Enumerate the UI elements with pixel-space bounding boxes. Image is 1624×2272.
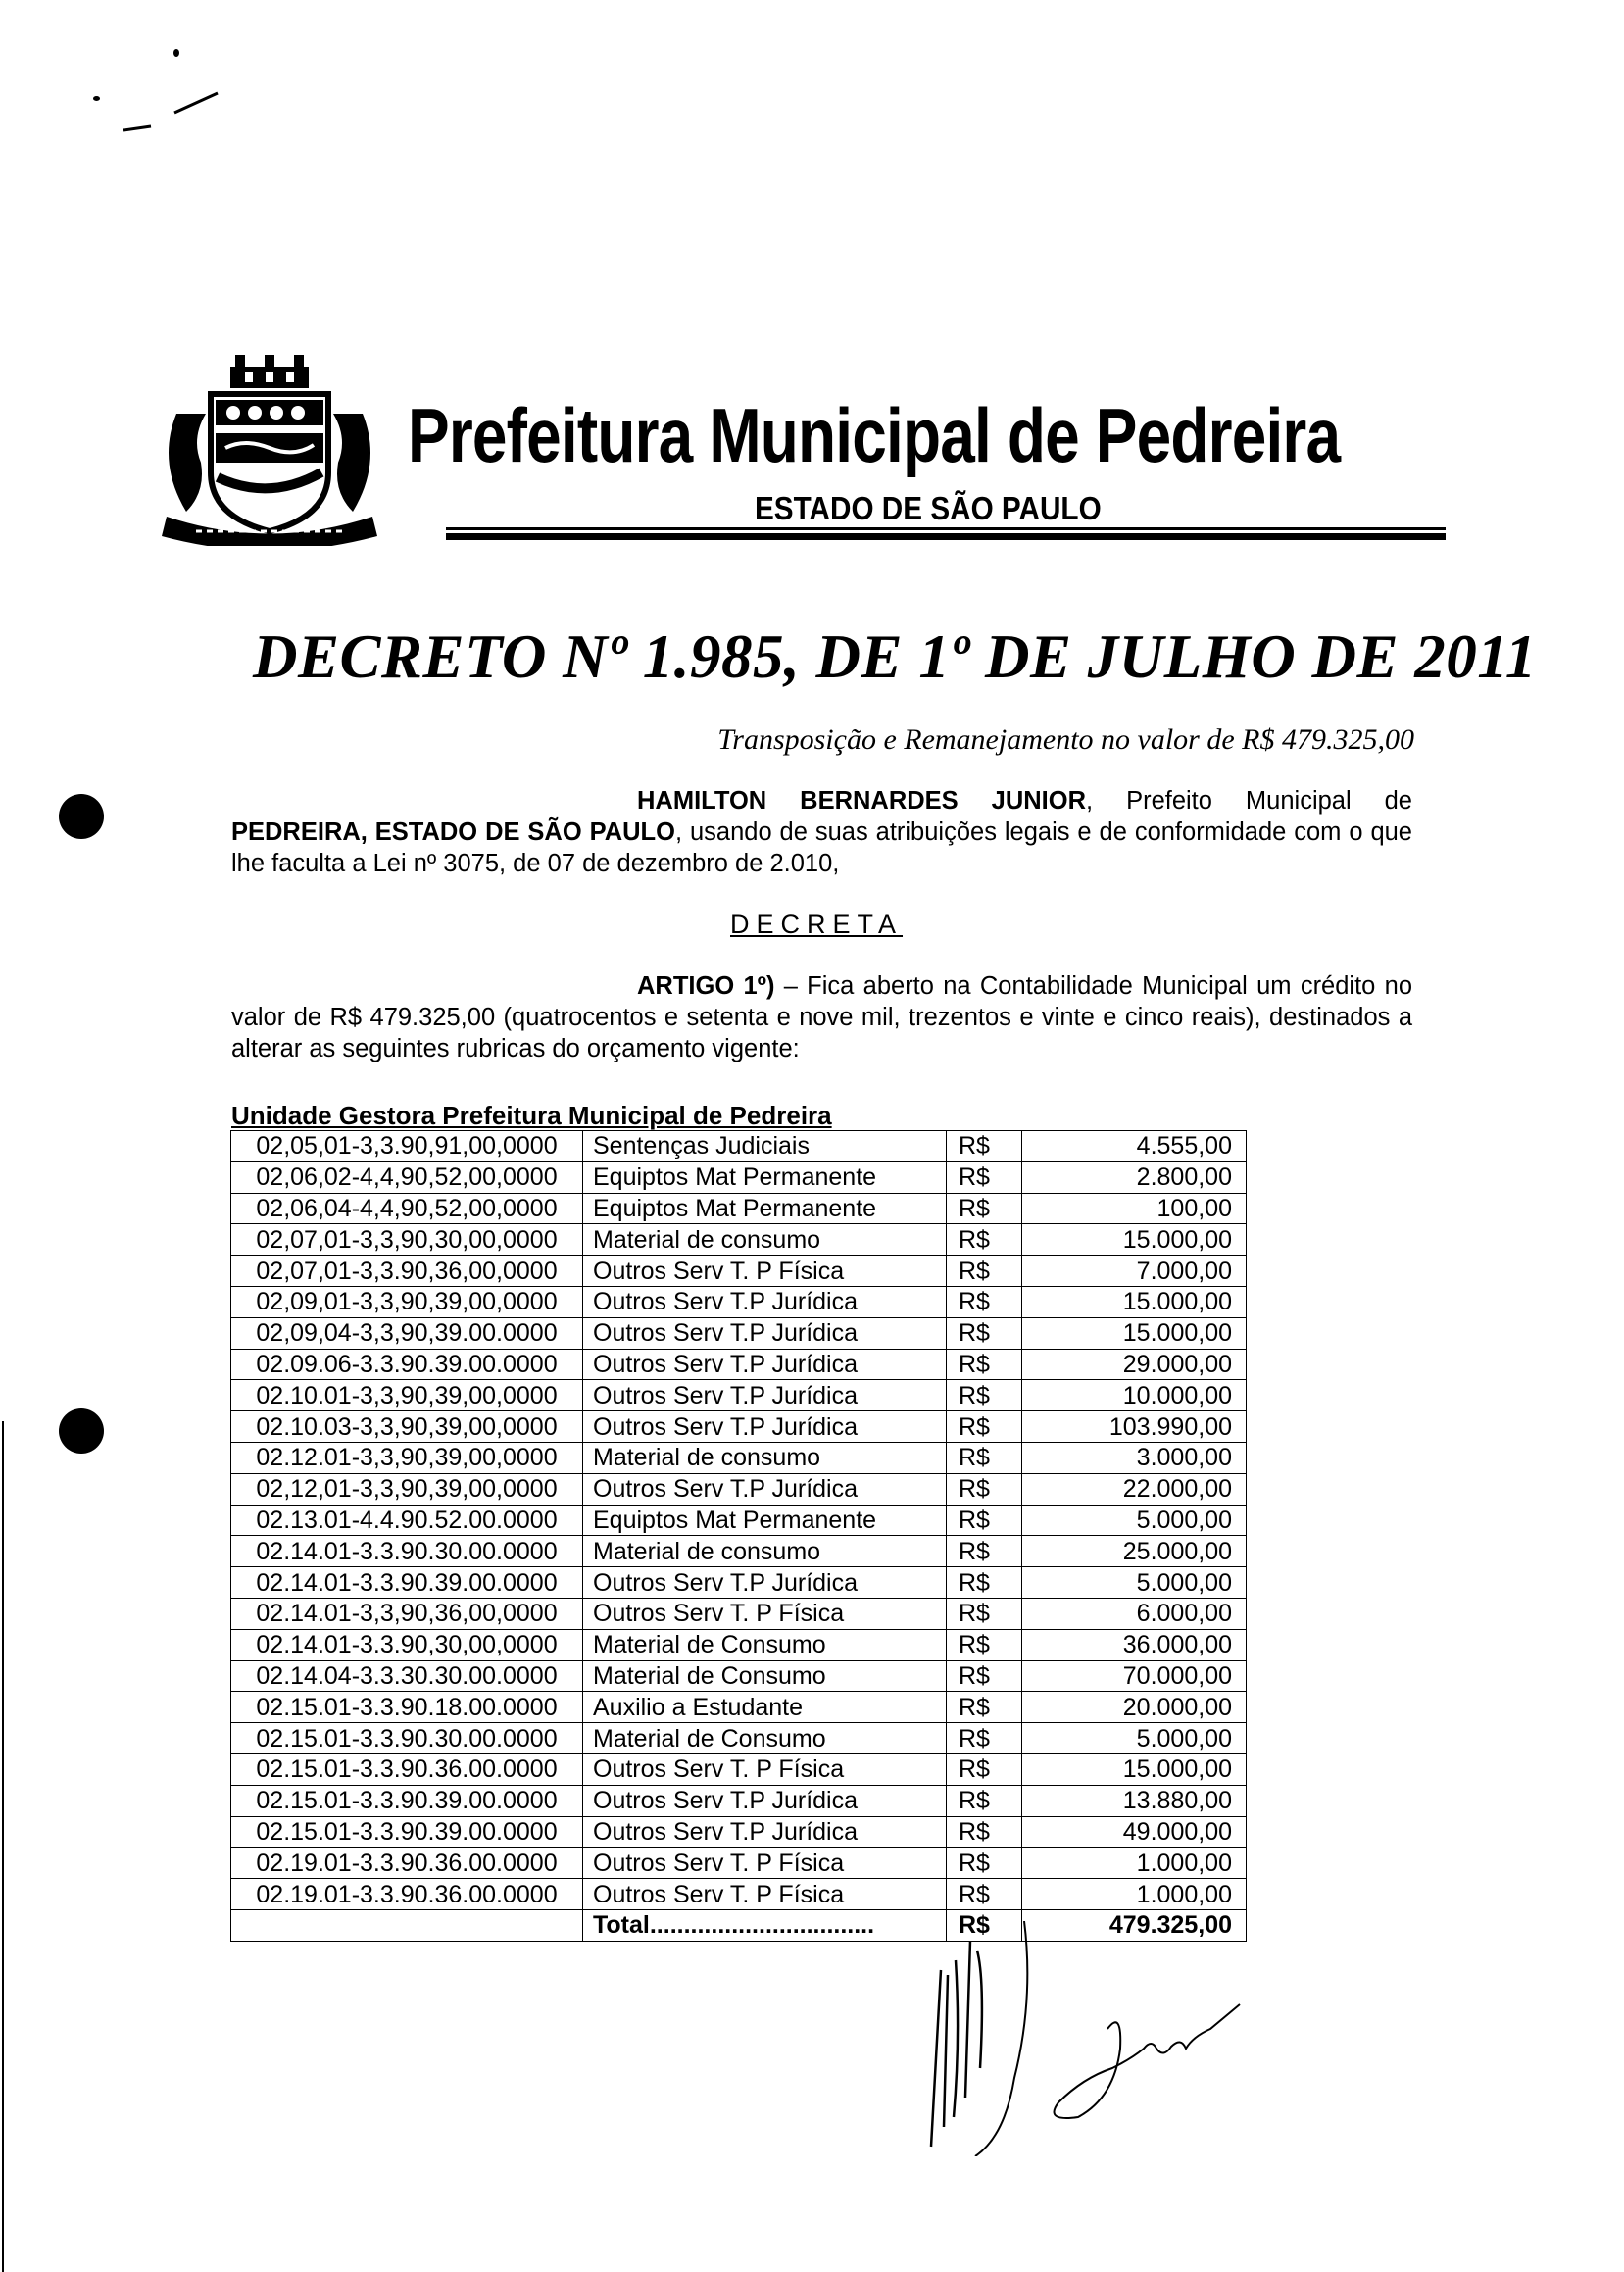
table-row <box>231 1567 1247 1599</box>
amount-cell: 15.000,00 <box>1022 1753 1247 1785</box>
amount-cell: 29.000,00 <box>1022 1349 1247 1380</box>
table-row <box>231 1692 1247 1723</box>
budget-description-cell: Outros Serv T.P Jurídica <box>583 1473 947 1505</box>
preamble-text-a: , Prefeito Municipal de <box>1086 787 1412 815</box>
budget-description-cell: Equiptos Mat Permanente <box>583 1161 947 1193</box>
budget-description-cell: Outros Serv T.P Jurídica <box>583 1785 947 1816</box>
budget-code-cell: 02.12.01-3,3,90,39,00,0000 <box>231 1442 583 1473</box>
table-row <box>231 1629 1247 1660</box>
currency-cell: R$ <box>947 1848 1022 1879</box>
punch-hole <box>59 1408 104 1454</box>
amount-cell: 10.000,00 <box>1022 1380 1247 1411</box>
currency-cell: R$ <box>947 1224 1022 1256</box>
budget-description-cell: Material de consumo <box>583 1442 947 1473</box>
budget-code-cell: 02.14.01-3,3,90,36,00,0000 <box>231 1598 583 1629</box>
amount-cell: 70.000,00 <box>1022 1660 1247 1692</box>
table-row <box>231 1848 1247 1879</box>
table-row <box>231 1442 1247 1473</box>
budget-code-cell: 02.14.01-3.3.90.30.00.0000 <box>231 1536 583 1567</box>
currency-cell: R$ <box>947 1442 1022 1473</box>
currency-cell: R$ <box>947 1349 1022 1380</box>
city-name: PEDREIRA, ESTADO DE SÃO PAULO <box>231 818 675 846</box>
budget-code-cell: 02.19.01-3.3.90.36.00.0000 <box>231 1879 583 1910</box>
amount-cell: 15.000,00 <box>1022 1286 1247 1317</box>
table-row <box>231 1816 1247 1848</box>
municipal-crest-icon <box>157 355 382 546</box>
table-row <box>231 1753 1247 1785</box>
budget-code-cell: 02.15.01-3.3.90.18.00.0000 <box>231 1692 583 1723</box>
budget-code-cell: 02.09.06-3.3.90.39.00.0000 <box>231 1349 583 1380</box>
amount-cell: 25.000,00 <box>1022 1536 1247 1567</box>
preamble-paragraph <box>231 785 1412 879</box>
table-row <box>231 1536 1247 1567</box>
amount-cell: 13.880,00 <box>1022 1785 1247 1816</box>
budget-description-cell: Outros Serv T.P Jurídica <box>583 1567 947 1599</box>
total-empty-cell <box>231 1909 583 1941</box>
table-row <box>231 1473 1247 1505</box>
unit-title: Unidade Gestora Prefeitura Municipal de Pedreira <box>231 1101 832 1130</box>
currency-cell: R$ <box>947 1660 1022 1692</box>
amount-cell: 1.000,00 <box>1022 1848 1247 1879</box>
currency-cell: R$ <box>947 1723 1022 1754</box>
budget-description-cell: Sentenças Judiciais <box>583 1131 947 1162</box>
budget-code-cell: 02,06,04-4,4,90,52,00,0000 <box>231 1193 583 1224</box>
mayor-name: HAMILTON BERNARDES JUNIOR <box>637 787 1087 815</box>
amount-cell: 15.000,00 <box>1022 1317 1247 1349</box>
amount-cell: 49.000,00 <box>1022 1816 1247 1848</box>
currency-cell: R$ <box>947 1598 1022 1629</box>
table-row <box>231 1380 1247 1411</box>
budget-code-cell: 02.13.01-4.4.90.52.00.0000 <box>231 1505 583 1536</box>
budget-description-cell: Material de Consumo <box>583 1660 947 1692</box>
table-row <box>231 1723 1247 1754</box>
budget-code-cell: 02,06,02-4,4,90,52,00,0000 <box>231 1161 583 1193</box>
header-rule-thin <box>446 527 1446 530</box>
budget-description-cell: Outros Serv T. P Física <box>583 1848 947 1879</box>
total-currency-cell: R$ <box>947 1909 1022 1941</box>
table-row <box>231 1256 1247 1287</box>
scan-speck <box>173 49 179 57</box>
table-row <box>231 1161 1247 1193</box>
amount-cell: 103.990,00 <box>1022 1411 1247 1443</box>
budget-code-cell: 02.15.01-3.3.90.39.00.0000 <box>231 1785 583 1816</box>
budget-description-cell: Equiptos Mat Permanente <box>583 1193 947 1224</box>
amount-cell: 2.800,00 <box>1022 1161 1247 1193</box>
amount-cell: 1.000,00 <box>1022 1879 1247 1910</box>
budget-description-cell: Outros Serv T.P Jurídica <box>583 1317 947 1349</box>
currency-cell: R$ <box>947 1753 1022 1785</box>
budget-code-cell: 02,07,01-3,3,90,30,00,0000 <box>231 1224 583 1256</box>
budget-description-cell: Material de Consumo <box>583 1723 947 1754</box>
amount-cell: 5.000,00 <box>1022 1505 1247 1536</box>
amount-cell: 5.000,00 <box>1022 1723 1247 1754</box>
budget-description-cell: Outros Serv T. P Física <box>583 1879 947 1910</box>
org-name: Prefeitura Municipal de Pedreira <box>408 392 1341 478</box>
currency-cell: R$ <box>947 1161 1022 1193</box>
budget-description-cell: Equiptos Mat Permanente <box>583 1505 947 1536</box>
header-rule-thick <box>446 533 1446 540</box>
scan-mark <box>118 83 235 142</box>
budget-code-cell: 02.15.01-3.3.90.39.00.0000 <box>231 1816 583 1848</box>
budget-description-cell: Outros Serv T. P Física <box>583 1753 947 1785</box>
handwritten-signature-icon <box>887 1921 1279 2156</box>
currency-cell: R$ <box>947 1879 1022 1910</box>
article-1-text: – Fica aberto na Contabilidade Municipal um crédito no valor de R$ 479.325,00 (quatrocentos e setenta e nove mil, trezentos e vinte e cinco reais), destinados a alterar as seguintes rubricas do orçamento vigente: <box>231 972 1412 1062</box>
budget-description-cell: Outros Serv T.P Jurídica <box>583 1411 947 1443</box>
decree-subtitle: Transposição e Remanejamento no valor de R$ 479.325,00 <box>717 723 1414 756</box>
table-row <box>231 1879 1247 1910</box>
amount-cell: 3.000,00 <box>1022 1442 1247 1473</box>
currency-cell: R$ <box>947 1317 1022 1349</box>
punch-hole <box>59 794 104 839</box>
table-row <box>231 1660 1247 1692</box>
table-row <box>231 1224 1247 1256</box>
currency-cell: R$ <box>947 1816 1022 1848</box>
budget-code-cell: 02.14.01-3.3.90.39.00.0000 <box>231 1567 583 1599</box>
budget-code-cell: 02.14.01-3.3.90,30,00,0000 <box>231 1629 583 1660</box>
budget-code-cell: 02,09,01-3,3,90,39,00,0000 <box>231 1286 583 1317</box>
budget-code-cell: 02.14.04-3.3.30.30.00.0000 <box>231 1660 583 1692</box>
amount-cell: 4.555,00 <box>1022 1131 1247 1162</box>
preamble-text-b: , usando de suas atribuições legais e de conformidade com o que lhe faculta a Lei nº 3075, de 07 de dezembro de 2.010, <box>231 818 1412 877</box>
currency-cell: R$ <box>947 1131 1022 1162</box>
budget-code-cell: 02.10.01-3,3,90,39,00,0000 <box>231 1380 583 1411</box>
currency-cell: R$ <box>947 1505 1022 1536</box>
budget-code-cell: 02.15.01-3.3.90.30.00.0000 <box>231 1723 583 1754</box>
table-row <box>231 1286 1247 1317</box>
amount-cell: 20.000,00 <box>1022 1692 1247 1723</box>
budget-table-body <box>231 1131 1247 1942</box>
currency-cell: R$ <box>947 1286 1022 1317</box>
currency-cell: R$ <box>947 1193 1022 1224</box>
currency-cell: R$ <box>947 1256 1022 1287</box>
budget-code-cell: 02.15.01-3.3.90.36.00.0000 <box>231 1753 583 1785</box>
scan-edge-line <box>2 1421 4 2272</box>
table-row <box>231 1131 1247 1162</box>
currency-cell: R$ <box>947 1411 1022 1443</box>
budget-description-cell: Material de Consumo <box>583 1629 947 1660</box>
scan-speck <box>93 96 100 101</box>
amount-cell: 7.000,00 <box>1022 1256 1247 1287</box>
amount-cell: 100,00 <box>1022 1193 1247 1224</box>
currency-cell: R$ <box>947 1380 1022 1411</box>
currency-cell: R$ <box>947 1536 1022 1567</box>
amount-cell: 6.000,00 <box>1022 1598 1247 1629</box>
amount-cell: 36.000,00 <box>1022 1629 1247 1660</box>
currency-cell: R$ <box>947 1629 1022 1660</box>
decree-title: DECRETO Nº 1.985, DE 1º DE JULHO DE 2011 <box>253 622 1537 691</box>
budget-code-cell: 02,09,04-3,3,90,39.00.0000 <box>231 1317 583 1349</box>
budget-description-cell: Outros Serv T. P Física <box>583 1256 947 1287</box>
table-row <box>231 1349 1247 1380</box>
budget-table <box>230 1130 1247 1942</box>
currency-cell: R$ <box>947 1567 1022 1599</box>
budget-description-cell: Material de consumo <box>583 1224 947 1256</box>
table-row <box>231 1317 1247 1349</box>
org-state: ESTADO DE SÃO PAULO <box>755 490 1102 526</box>
amount-cell: 5.000,00 <box>1022 1567 1247 1599</box>
table-row <box>231 1193 1247 1224</box>
budget-description-cell: Outros Serv T.P Jurídica <box>583 1349 947 1380</box>
total-amount-cell: 479.325,00 <box>1022 1909 1247 1941</box>
total-label-cell: Total................................. <box>583 1909 947 1941</box>
budget-description-cell: Outros Serv T.P Jurídica <box>583 1380 947 1411</box>
table-row <box>231 1598 1247 1629</box>
budget-description-cell: Auxilio a Estudante <box>583 1692 947 1723</box>
budget-code-cell: 02,05,01-3,3.90,91,00,0000 <box>231 1131 583 1162</box>
table-row <box>231 1505 1247 1536</box>
budget-code-cell: 02.10.03-3,3,90,39,00,0000 <box>231 1411 583 1443</box>
budget-description-cell: Outros Serv T.P Jurídica <box>583 1286 947 1317</box>
budget-code-cell: 02.19.01-3.3.90.36.00.0000 <box>231 1848 583 1879</box>
decreta-heading: DECRETA <box>730 910 904 939</box>
amount-cell: 15.000,00 <box>1022 1224 1247 1256</box>
currency-cell: R$ <box>947 1692 1022 1723</box>
amount-cell: 22.000,00 <box>1022 1473 1247 1505</box>
budget-code-cell: 02,12,01-3,3,90,39,00,0000 <box>231 1473 583 1505</box>
budget-description-cell: Outros Serv T.P Jurídica <box>583 1816 947 1848</box>
article-1-paragraph <box>231 970 1412 1064</box>
table-row <box>231 1785 1247 1816</box>
table-row <box>231 1411 1247 1443</box>
budget-description-cell: Material de consumo <box>583 1536 947 1567</box>
budget-description-cell: Outros Serv T. P Física <box>583 1598 947 1629</box>
budget-code-cell: 02,07,01-3,3.90,36,00,0000 <box>231 1256 583 1287</box>
article-1-label: ARTIGO 1º) <box>637 972 775 1000</box>
currency-cell: R$ <box>947 1473 1022 1505</box>
currency-cell: R$ <box>947 1785 1022 1816</box>
